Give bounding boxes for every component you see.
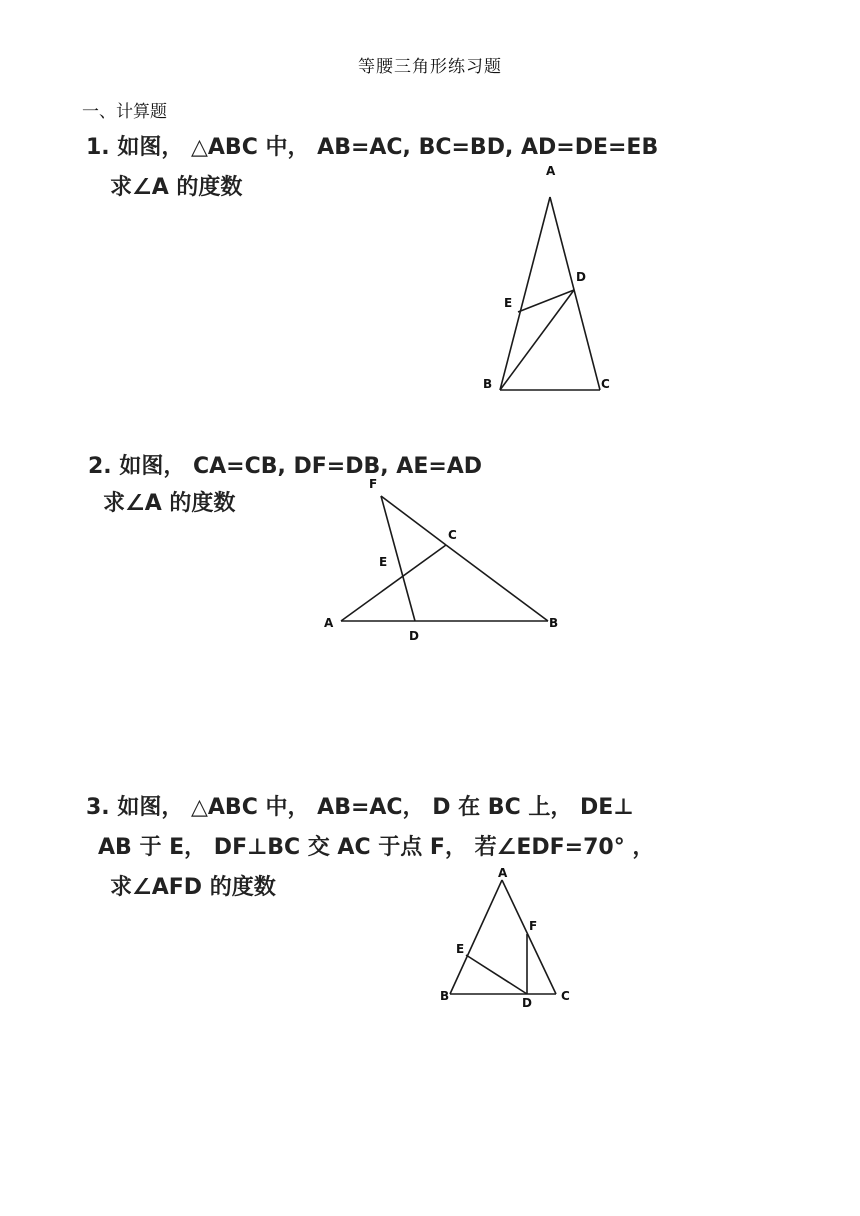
point-label-C: C bbox=[601, 377, 610, 391]
problem-2-figure bbox=[315, 470, 575, 650]
section-heading: 一、计算题 bbox=[82, 102, 167, 122]
segment-CB bbox=[446, 545, 548, 621]
problem-2-line-1: 2. 如图， CA=CB, DF=DB, AE=AD bbox=[88, 454, 483, 479]
segment-AC bbox=[550, 197, 600, 390]
problem-3-line-2: AB 于 E， DF⊥BC 交 AC 于点 F， 若∠EDF=70° ， bbox=[98, 835, 655, 860]
point-label-E: E bbox=[379, 555, 388, 569]
segment-AC bbox=[502, 880, 556, 994]
segment-AB bbox=[450, 880, 502, 994]
point-label-D: D bbox=[409, 629, 419, 643]
problem-3-line-3: 求∠AFD 的度数 bbox=[110, 875, 276, 900]
problem-3-figure bbox=[430, 860, 580, 1010]
point-label-C: C bbox=[448, 528, 457, 542]
point-label-A: A bbox=[546, 164, 556, 178]
segment-ED bbox=[466, 955, 527, 994]
page-title: 等腰三角形练习题 bbox=[358, 57, 502, 77]
point-label-B: B bbox=[483, 377, 493, 391]
problem-3-line-1: 3. 如图， △ABC 中， AB=AC， D 在 BC 上， DE⊥ bbox=[86, 795, 634, 820]
point-label-D: D bbox=[576, 270, 586, 284]
segment-AB bbox=[500, 197, 550, 390]
problem-1-line-1: 1. 如图， △ABC 中， AB=AC, BC=BD, AD=DE=EB bbox=[86, 135, 659, 160]
problem-2-line-2: 求∠A 的度数 bbox=[103, 491, 236, 516]
point-label-A: A bbox=[324, 616, 334, 630]
point-label-D: D bbox=[522, 996, 532, 1010]
point-label-B: B bbox=[549, 616, 559, 630]
problem-1-figure bbox=[470, 155, 630, 400]
segment-AC bbox=[341, 545, 446, 621]
point-label-E: E bbox=[456, 942, 465, 956]
segment-FC bbox=[381, 496, 446, 545]
point-label-F: F bbox=[369, 477, 378, 491]
point-label-F: F bbox=[529, 919, 538, 933]
point-label-B: B bbox=[440, 989, 450, 1003]
point-label-C: C bbox=[561, 989, 570, 1003]
point-label-E: E bbox=[504, 296, 513, 310]
point-label-A: A bbox=[498, 866, 508, 880]
problem-1-line-2: 求∠A 的度数 bbox=[110, 175, 243, 200]
